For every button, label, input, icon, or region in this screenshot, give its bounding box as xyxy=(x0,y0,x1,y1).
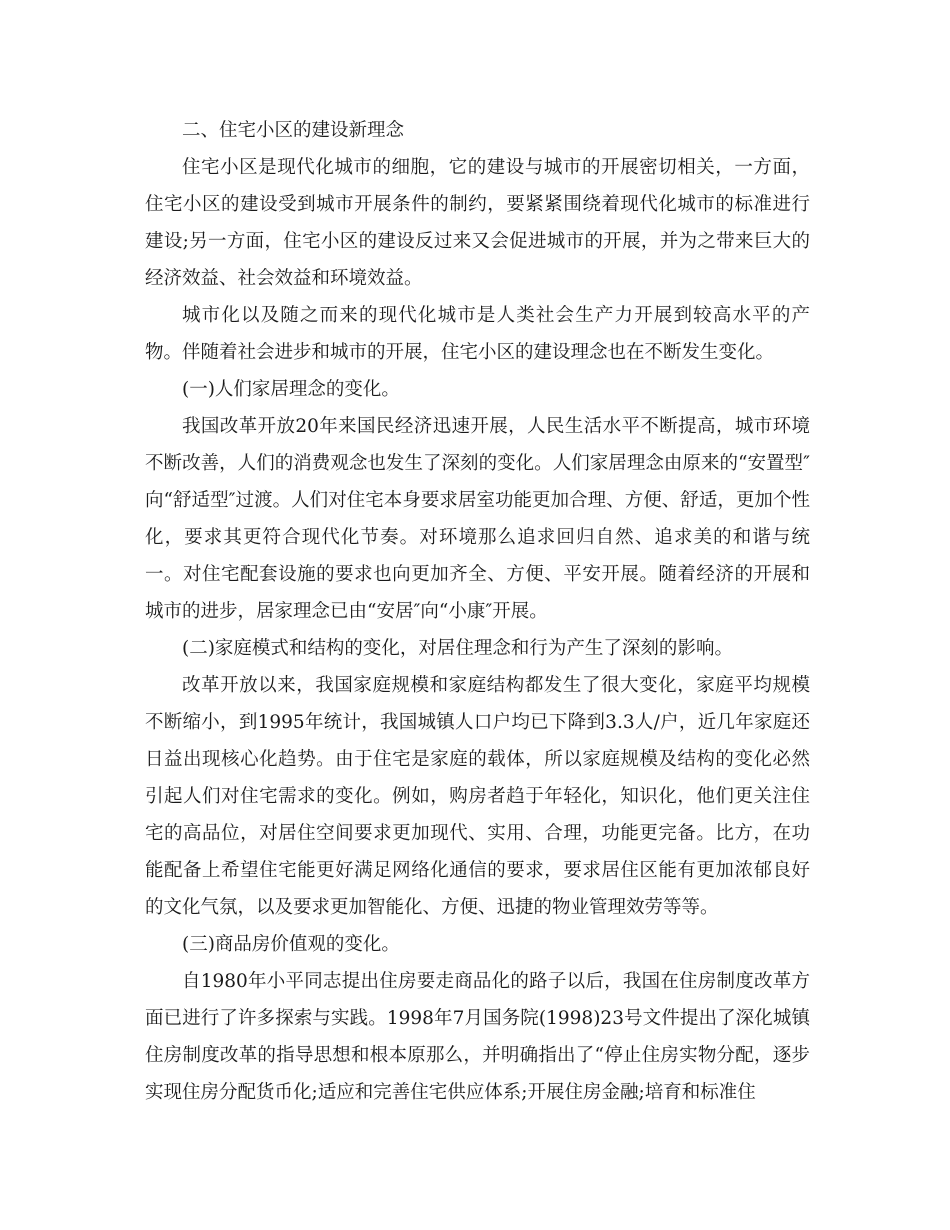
document-body xyxy=(145,112,810,1111)
body-paragraph: 自1980年小平同志提出住房要走商品化的路子以后，我国在住房制度改革方面已进行了许多探索与实践。1998年7月国务院(1998)23号文件提出了深化城镇住房制度改革的指导思想和根本原那么，并明确指出了“停止住房实物分配，逐步实现住房分配货币化;适应和完善住宅供应体系;开展住房金融;培育和标准住 xyxy=(145,971,810,1103)
body-paragraph: 住宅小区是现代化城市的细胞，它的建设与城市的开展密切相关，一方面，住宅小区的建设受到城市开展条件的制约，要紧紧围绕着现代化城市的标准进行建设;另一方面，住宅小区的建设反过来又会促进城市的开展，并为之带来巨大的经济效益、社会效益和环境效益。 xyxy=(145,157,810,289)
body-paragraph: 城市化以及随之而来的现代化城市是人类社会生产力开展到较高水平的产物。伴随着社会进步和城市的开展，住宅小区的建设理念也在不断发生变化。 xyxy=(145,305,810,363)
body-paragraph: 我国改革开放20年来国民经济迅速开展，人民生活水平不断提高，城市环境不断改善，人们的消费观念也发生了深刻的变化。人们家居理念由原来的“安置型″向“舒适型″过渡。人们对住宅本身要求居室功能更加合理、方便、舒适，更加个性化，要求其更符合现代化节奏。对环境那么追求回归自然、追求美的和谐与统一。对住宅配套设施的要求也向更加齐全、方便、平安开展。随着经济的开展和城市的进步，居家理念已由“安居″向“小康″开展。 xyxy=(145,416,810,622)
subsection-heading: (二)家庭模式和结构的变化，对居住理念和行为产生了深刻的影响。 xyxy=(182,638,733,659)
body-paragraph: 改革开放以来，我国家庭规模和家庭结构都发生了很大变化，家庭平均规模不断缩小，到1995年统计，我国城镇人口户均已下降到3.3人/户，近几年家庭还日益出现核心化趋势。由于住宅是家庭的载体，所以家庭规模及结构的变化必然引起人们对住宅需求的变化。例如，购房者趋于年轻化，知识化，他们更关注住宅的高品位，对居住空间要求更加现代、实用、合理，功能更完备。比方，在功能配备上希望住宅能更好满足网络化通信的要求，要求居住区能有更加浓郁良好的文化气氛，以及要求更加智能化、方便、迅捷的物业管理效劳等等。 xyxy=(145,675,810,918)
subsection-heading: (三)商品房价值观的变化。 xyxy=(182,934,400,955)
section-heading: 二、住宅小区的建设新理念 xyxy=(182,120,405,141)
subsection-heading: (一)人们家居理念的变化。 xyxy=(182,379,400,400)
